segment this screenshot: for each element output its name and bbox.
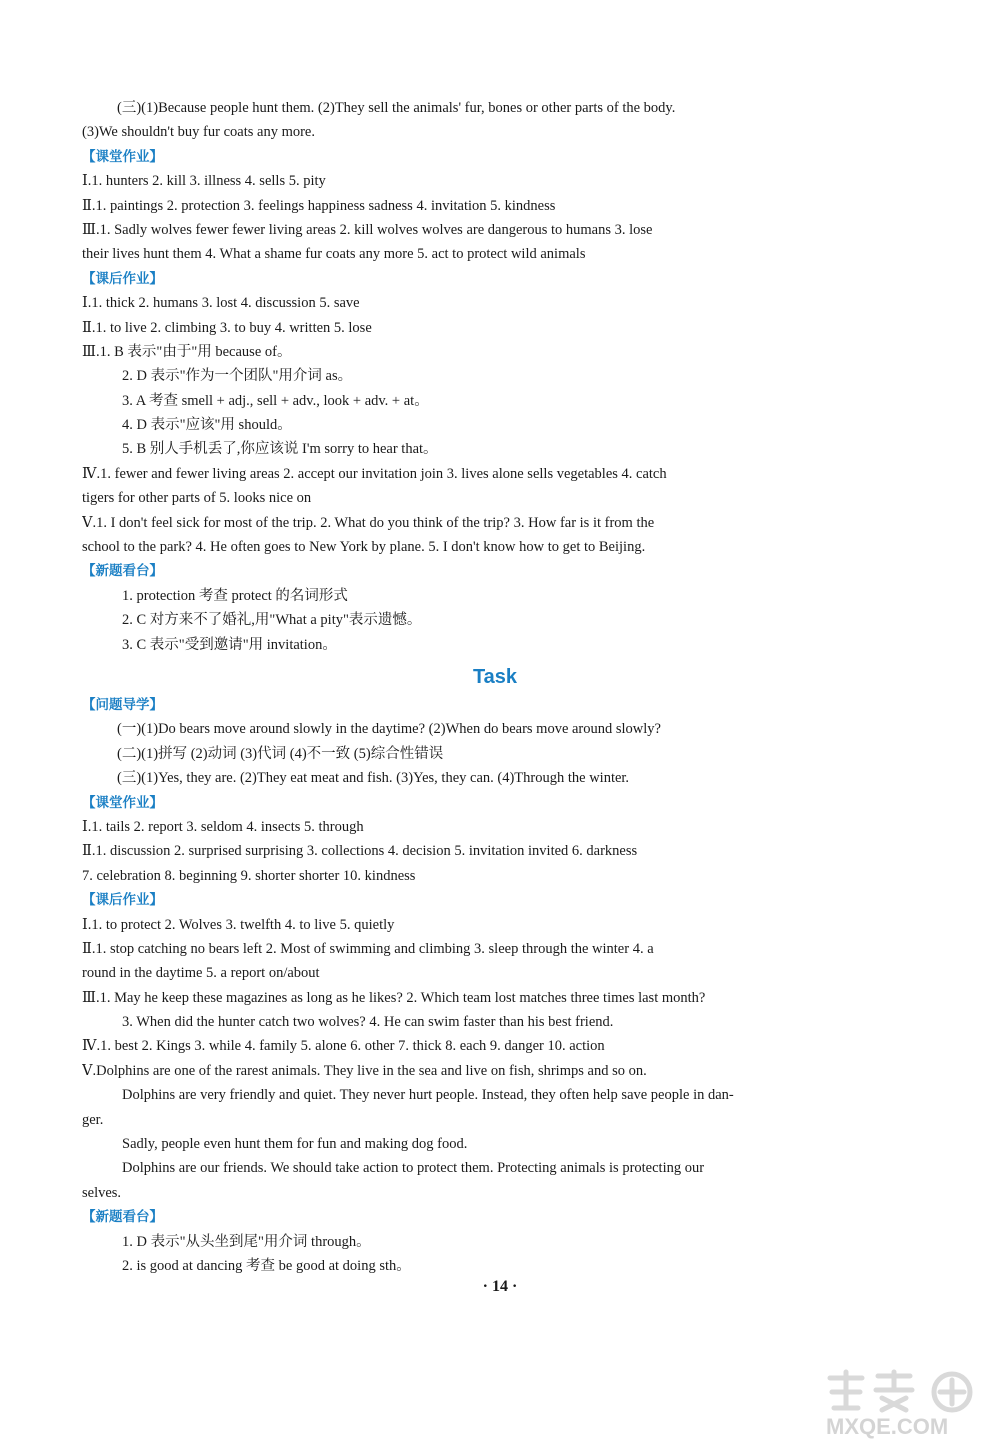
answer-line: 5. B 别人手机丢了,你应该说 I'm sorry to hear that。 [122, 441, 438, 458]
answer-line: Ⅱ.1. stop catching no bears left 2. Most of swimming and climbing 3. sleep through the winter 4. a [82, 940, 654, 957]
answer-line: Ⅲ.1. May he keep these magazines as long as he likes? 2. Which team lost matches three times last month? [82, 989, 706, 1006]
answer-line: (三)(1)Yes, they are. (2)They eat meat and fish. (3)Yes, they can. (4)Through the winter. [117, 770, 630, 787]
section-heading: 【课后作业】 [82, 892, 163, 909]
answer-line: Ⅴ.1. I don't feel sick for most of the trip. 2. What do you think of the trip? 3. How far is it from the [82, 514, 655, 531]
answer-line: round in the daytime 5. a report on/about [82, 965, 320, 982]
answer-line: 1. protection 考查 protect 的名词形式 [122, 587, 348, 604]
answer-line: their lives hunt them 4. What a shame fur coats any more 5. act to protect wild animals [82, 246, 586, 263]
answer-line: 2. C 对方来不了婚礼,用"What a pity"表示遗憾。 [122, 612, 422, 629]
answer-line: 3. When did the hunter catch two wolves? 4. He can swim faster than his best friend. [122, 1014, 614, 1031]
answer-line: 3. A 考查 smell + adj., sell + adv., look + adv. + at。 [122, 392, 429, 409]
answer-line: Ⅰ.1. hunters 2. kill 3. illness 4. sells 5. pity [82, 173, 326, 190]
answer-line: Ⅳ.1. fewer and fewer living areas 2. accept our invitation join 3. lives alone sells vegetables 4. catch [82, 465, 667, 482]
answer-line: Dolphins are our friends. We should take action to protect them. Protecting animals is protecting our [122, 1160, 705, 1177]
answer-line: tigers for other parts of 5. looks nice on [82, 490, 312, 507]
answer-line: Ⅱ.1. paintings 2. protection 3. feelings happiness sadness 4. invitation 5. kindness [82, 197, 556, 214]
answer-line: 7. celebration 8. beginning 9. shorter shorter 10. kindness [82, 867, 416, 884]
task-title: Task [472, 665, 518, 688]
answer-line: (二)(1)拼写 (2)动词 (3)代词 (4)不一致 (5)综合性错误 [117, 745, 444, 762]
answer-line: 4. D 表示"应该"用 should。 [122, 417, 292, 434]
answer-page [82, 96, 908, 1278]
watermark-logo [822, 1368, 992, 1440]
answer-line: Ⅴ.Dolphins are one of the rarest animals. They live in the sea and live on fish, shrimps and so on. [82, 1062, 647, 1079]
section-heading: 【课堂作业】 [82, 148, 163, 165]
answer-line: selves. [82, 1184, 122, 1201]
svg-text:MXQE.COM: MXQE.COM [826, 1414, 949, 1439]
answer-line: (三)(1)Because people hunt them. (2)They sell the animals' fur, bones or other parts of the body. [117, 100, 676, 116]
answer-line: Ⅲ.1. Sadly wolves fewer fewer living areas 2. kill wolves wolves are dangerous to humans 3. lose [82, 221, 653, 238]
answer-line: Ⅲ.1. B 表示"由于"用 because of。 [82, 343, 292, 360]
answer-line: Ⅱ.1. to live 2. climbing 3. to buy 4. written 5. lose [82, 319, 372, 336]
answer-line: Ⅱ.1. discussion 2. surprised surprising 3. collections 4. decision 5. invitation invited 6. darkness [82, 843, 638, 860]
page-number: · 14 · [482, 1278, 518, 1295]
answer-line: (一)(1)Do bears move around slowly in the daytime? (2)When do bears move around slowly? [117, 721, 661, 738]
section-heading: 【新题看台】 [82, 1209, 163, 1226]
answer-line: 1. D 表示"从头坐到尾"用介词 through。 [122, 1233, 371, 1250]
answer-line: Dolphins are very friendly and quiet. They never hurt people. Instead, they often help save people in dan- [122, 1087, 734, 1104]
section-heading: 【课堂作业】 [82, 794, 163, 811]
answer-line: (3)We shouldn't buy fur coats any more. [82, 124, 315, 141]
answer-line: school to the park? 4. He often goes to New York by plane. 5. I don't know how to get to Beijing. [82, 539, 646, 556]
section-heading: 【新题看台】 [82, 563, 163, 580]
answer-line: Ⅰ.1. tails 2. report 3. seldom 4. insects 5. through [82, 818, 364, 835]
answer-line: 2. is good at dancing 考查 be good at doing sth。 [122, 1257, 411, 1274]
answer-line: ger. [82, 1111, 104, 1128]
answer-line: Ⅰ.1. thick 2. humans 3. lost 4. discussion 5. save [82, 295, 360, 312]
answer-line: Ⅰ.1. to protect 2. Wolves 3. twelfth 4. to live 5. quietly [82, 916, 395, 933]
answer-line: Sadly, people even hunt them for fun and making dog food. [122, 1136, 468, 1153]
section-heading: 【问题导学】 [82, 696, 163, 713]
answer-line: Ⅳ.1. best 2. Kings 3. while 4. family 5. alone 6. other 7. thick 8. each 9. danger 10. action [82, 1038, 605, 1055]
answer-line: 3. C 表示"受到邀请"用 invitation。 [122, 636, 337, 653]
section-heading: 【课后作业】 [82, 270, 163, 287]
answer-line: 2. D 表示"作为一个团队"用介词 as。 [122, 368, 353, 385]
